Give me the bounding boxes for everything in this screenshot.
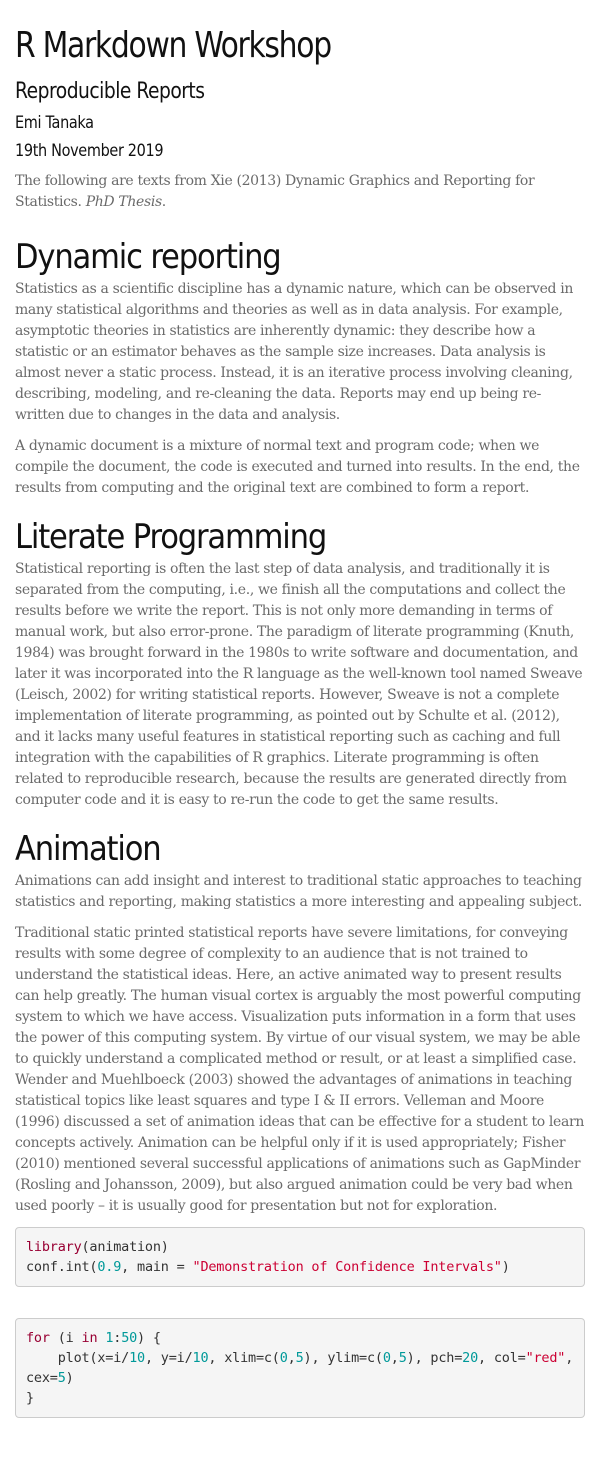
code-block[interactable]	[15, 1227, 585, 1287]
code-token: library	[26, 1239, 82, 1255]
section-paragraph: Traditional static printed statistical reports have severe limitations, for conveying results with some degree of complexity to an audience that is not trained to understand the statistical ideas. Here, an active animated way to present results can help greatly. The human visual cortex is arguably the most powerful computing system to which we have access. Visualization puts information in a form that uses the power of this computing system. By virtue of our visual system, we may be able to quickly understand a complicated method or result, or at least a simplified case. Wender and Muehlboeck (2003) showed the advantages of animations in teaching statistical topics like least squares and type I & II errors. Velleman and Moore (1996) discussed a set of animation ideas that can be effective for a student to learn concepts actively. Animation can be helpful only if it is used appropriately; Fisher (2010) mentioned several successful applications of animations such as GapMinder (Rosling and Johansson, 2009), but also argued animation could be very bad when used poorly – it is usually good for presentation but not for exploration.	[15, 925, 585, 1214]
document-author: Emi Tanaka	[15, 113, 94, 133]
section-paragraph: Statistics as a scientific discipline has a dynamic nature, which can be observed in many statistical algorithms and theories as well as in data analysis. For example, asymptotic theories in statistics are inherently dynamic: they describe how a statistic or an estimator behaves as the sample size increases. Data analysis is almost never a static process. Instead, it is an iterative process involving cleaning, describing, modeling, and re-cleaning the data. Reports may end up being re-written due to changes in the data and analysis.	[15, 281, 574, 423]
document-subtitle: Reproducible Reports	[15, 79, 205, 104]
code-token: "Demonstration of Confidence Intervals"	[192, 1259, 502, 1275]
code-token: ), ylim=c(	[303, 1350, 383, 1366]
code-line	[26, 1239, 169, 1255]
code-line	[26, 1330, 161, 1346]
section-paragraph: Statistical reporting is often the last step of data analysis, and traditionally it is separated from the computing, i.e., we finish all the computations and collect the results before we write the report. This is not only more demanding in terms of manual work, but also error-prone. The paradigm of literate programming (Knuth, 1984) was brought forward in the 1980s to write software and documentation, and later it was incorporated into the R language as the well-known tool named Sweave (Leisch, 2002) for writing statistical reports. However, Sweave is not a complete implementation of literate programming, as pointed out by Schulte et al. (2012), and it lacks many useful features in statistical reporting such as caching and full integration with the capabilities of R graphics. Literate programming is often related to reproducible research, because the results are generated directly from computer code and it is easy to re-run the code to get the same results.	[15, 561, 583, 808]
code-line	[26, 1259, 510, 1275]
code-token: 0	[279, 1350, 288, 1366]
intro-emphasis: PhD Thesis	[85, 194, 162, 210]
code-token: , main =	[121, 1259, 193, 1275]
code-token: ,	[390, 1350, 399, 1366]
section-dynamic-reporting	[15, 237, 585, 499]
intro-paragraph	[15, 171, 585, 213]
code-token: 20	[462, 1350, 478, 1366]
intro-end: .	[161, 194, 166, 210]
code-token: (i	[49, 1330, 82, 1346]
code-token: )	[501, 1259, 510, 1275]
code-token: 5	[398, 1350, 407, 1366]
section-animation	[15, 829, 585, 1217]
code-token: ) {	[137, 1330, 161, 1346]
code-token: conf.int(	[26, 1259, 98, 1275]
code-token: 10	[192, 1350, 209, 1366]
code-token: :	[113, 1330, 122, 1346]
code-token: , xlim=c(	[208, 1350, 280, 1366]
code-line	[26, 1350, 581, 1386]
document	[15, 0, 585, 1418]
code-token: for	[26, 1330, 50, 1346]
section-heading: Literate Programming	[15, 517, 327, 557]
code-token: )	[65, 1370, 74, 1386]
code-token: 5	[295, 1350, 304, 1366]
code-block[interactable]	[15, 1318, 585, 1418]
code-token: 10	[129, 1350, 145, 1366]
intro-text: The following are texts from Xie (2013) Dynamic Graphics and Reporting for Statistics.	[15, 173, 535, 210]
code-token: , cex=	[26, 1350, 582, 1386]
code-token: , y=i/	[144, 1350, 193, 1366]
code-token: 1	[105, 1330, 114, 1346]
code-token: ,	[287, 1350, 296, 1366]
code-token: plot(x=i/	[26, 1350, 130, 1366]
code-token: 0	[382, 1350, 391, 1366]
code-token: 0.9	[97, 1259, 122, 1275]
code-token: "red"	[525, 1350, 566, 1366]
code-token: (animation)	[81, 1239, 169, 1255]
section-heading: Animation	[15, 829, 161, 869]
section-paragraph: A dynamic document is a mixture of normal text and program code; when we compile the document, the code is executed and turned into results. In the end, the results from computing and the original text are combined to form a report.	[15, 438, 580, 496]
code-token: 5	[57, 1370, 66, 1386]
section-literate-programming	[15, 517, 585, 811]
document-title: R Markdown Workshop	[15, 25, 331, 66]
section-heading: Dynamic reporting	[15, 237, 281, 277]
code-token: 50	[121, 1330, 138, 1346]
code-token: in	[81, 1330, 98, 1346]
document-date: 19th November 2019	[15, 141, 164, 161]
code-token: }	[26, 1390, 34, 1406]
section-paragraph: Animations can add insight and interest to traditional static approaches to teaching statistics and reporting, making statistics a more interesting and appealing subject.	[15, 873, 582, 910]
code-token: , col=	[478, 1350, 526, 1366]
code-line	[26, 1390, 34, 1406]
code-token: ), pch=	[406, 1350, 463, 1366]
